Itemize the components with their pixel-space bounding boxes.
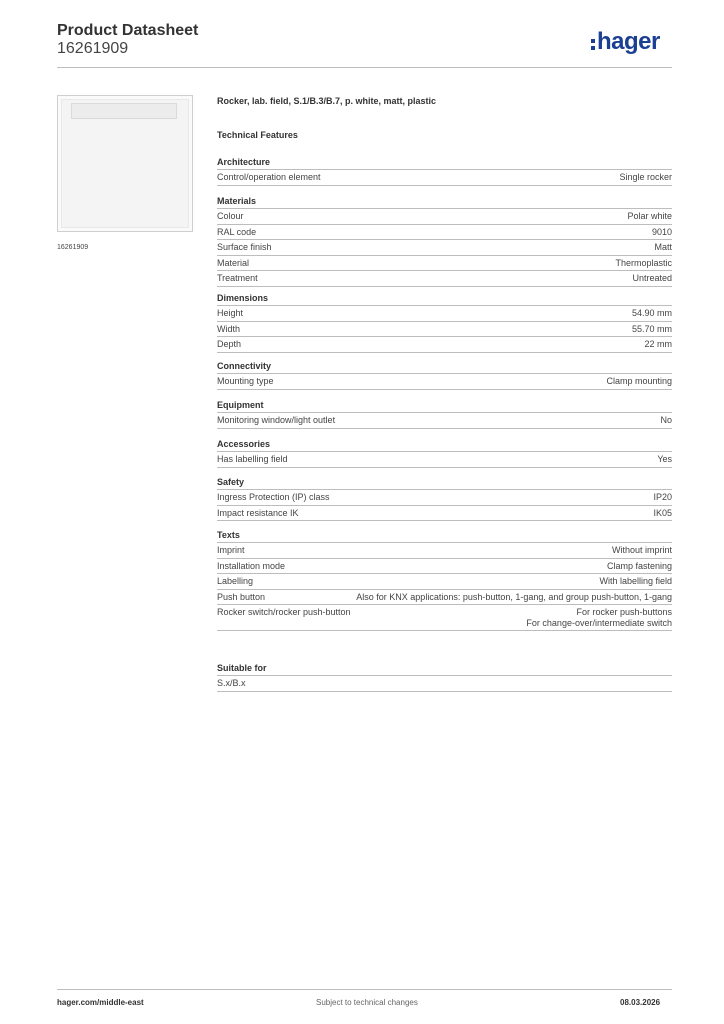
feature-value: For rocker push-buttons For change-over/intermediate switch [526, 607, 672, 628]
feature-label: Height [217, 308, 244, 318]
feature-label: Impact resistance IK [217, 507, 299, 518]
feature-value: Without imprint [611, 545, 672, 555]
group-title: Architecture [217, 155, 672, 170]
feature-label: Has labelling field [217, 454, 288, 464]
footer-website: hager.com/middle-east [57, 998, 144, 1007]
feature-value: With labelling field [599, 576, 672, 586]
feature-value: Clamp mounting [606, 376, 672, 386]
footer-date: 08.03.2026 [620, 998, 661, 1007]
feature-value: 9010 [651, 226, 672, 237]
feature-row [217, 559, 672, 575]
feature-row [217, 452, 672, 468]
feature-row [217, 543, 672, 559]
page-title: Product Datasheet [57, 22, 199, 39]
feature-value: 54.90 mm [631, 308, 672, 318]
feature-value: Yes [657, 454, 672, 464]
feature-label: Labelling [217, 576, 254, 586]
feature-value: 22 mm [644, 339, 672, 349]
group-title: Texts [217, 528, 672, 543]
group-title: Safety [217, 475, 672, 490]
feature-label: Mounting type [217, 376, 274, 386]
feature-label: Colour [217, 211, 244, 221]
feature-value: IP20 [653, 492, 672, 502]
feature-row [217, 590, 672, 606]
feature-value: Matt [654, 242, 672, 252]
feature-value: Untreated [632, 273, 672, 283]
group-title: Dimensions [217, 291, 672, 306]
feature-value: IK05 [653, 507, 672, 518]
feature-group [217, 398, 672, 429]
feature-row [217, 490, 672, 506]
feature-row [217, 337, 672, 353]
feature-label: RAL code [217, 226, 257, 237]
feature-label: Width [217, 323, 241, 334]
hager-logo: hager [591, 28, 660, 56]
feature-value: 55.70 mm [631, 323, 672, 334]
feature-label: Push button [217, 591, 266, 602]
feature-label: Installation mode [217, 560, 286, 571]
feature-label: Depth [217, 339, 242, 349]
feature-row [217, 256, 672, 272]
feature-label: Imprint [217, 545, 245, 555]
footer-divider [57, 989, 672, 990]
feature-label: Control/operation element [217, 172, 321, 182]
feature-group [217, 528, 672, 631]
feature-group [217, 359, 672, 390]
feature-row [217, 322, 672, 338]
group-title: Materials [217, 194, 672, 209]
section-title: Technical Features [217, 130, 298, 140]
feature-value: Single rocker [619, 172, 672, 182]
product-image [57, 95, 193, 232]
footer-notice: Subject to technical changes [316, 998, 418, 1007]
feature-label: Surface finish [217, 242, 272, 252]
feature-row [217, 209, 672, 225]
feature-row [217, 271, 672, 287]
group-title: Accessories [217, 437, 672, 452]
feature-value: Thermoplastic [615, 257, 672, 268]
feature-row [217, 306, 672, 322]
feature-value: No [660, 415, 672, 425]
feature-row [217, 413, 672, 429]
feature-row [217, 506, 672, 522]
feature-row [217, 170, 672, 186]
feature-value: Also for KNX applications: push-button, 1-gang, and group push-button, 1-gang [356, 591, 672, 602]
feature-row [217, 374, 672, 390]
feature-label: Treatment [217, 273, 258, 283]
feature-label: S.x/B.x [217, 678, 246, 688]
feature-row [217, 574, 672, 590]
feature-group [217, 291, 672, 353]
feature-row [217, 240, 672, 256]
group-title: Connectivity [217, 359, 672, 374]
feature-row [217, 676, 672, 692]
feature-label: Monitoring window/light outlet [217, 415, 336, 425]
image-caption: 16261909 [57, 244, 89, 251]
group-title: Suitable for [217, 661, 672, 676]
header-divider [57, 67, 672, 68]
feature-row [217, 605, 672, 631]
feature-group [217, 661, 672, 692]
labelling-field [71, 103, 177, 119]
feature-value: Polar white [627, 211, 672, 221]
feature-group [217, 194, 672, 287]
logo-dots-icon [591, 39, 595, 50]
feature-label: Material [217, 257, 250, 268]
feature-group [217, 475, 672, 521]
feature-value: Clamp fastening [606, 560, 672, 571]
feature-group [217, 155, 672, 186]
product-description: Rocker, lab. field, S.1/B.3/B.7, p. white, matt, plastic [217, 96, 437, 106]
feature-label: Rocker switch/rocker push-button [217, 607, 351, 617]
feature-row [217, 225, 672, 241]
feature-group [217, 437, 672, 468]
product-code: 16261909 [57, 40, 129, 57]
group-title: Equipment [217, 398, 672, 413]
feature-label: Ingress Protection (IP) class [217, 492, 330, 502]
